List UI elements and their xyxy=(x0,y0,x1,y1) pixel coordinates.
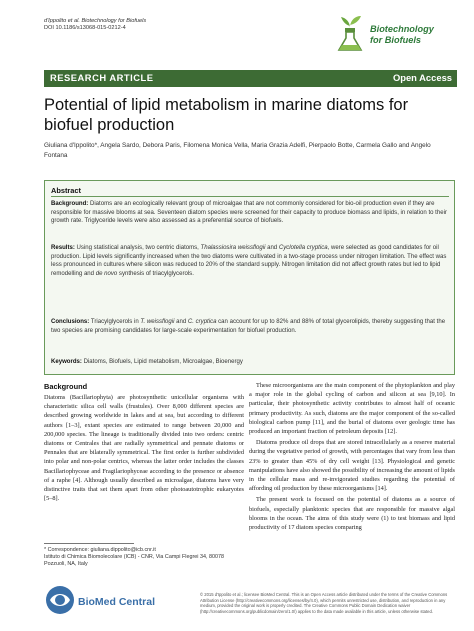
species-name: Cyclotella cryptica xyxy=(278,245,328,251)
abstract-results xyxy=(51,244,449,278)
citation-journal: d'Ippolito et al. Biotechnology for Biofuels xyxy=(44,18,147,24)
abstract-conclusions-text: can account for up to 82% and 88% of total glycerolipids, thereby suggesting that the two species are promising candidates for large-scale experimentation for biofuel production. xyxy=(51,319,446,334)
keywords-text: Diatoms, Biofuels, Lipid metabolism, Microalgae, Bioenergy xyxy=(81,359,243,365)
left-column-text: Diatoms (Bacillariophyta) are photosynthetic unicellular organisms with characteristic silica cell walls (frustules). Over 8,000 different species are described growing worldwide in lakes and at sea, but according to different authors [1–3], extant species are estimated to range between 20,000 and 200,000 species. The lineage is traditionally divided into two orders: centric diatoms or Centrales that are radially symmetrical and pennate diatoms or Pennales that are bilaterally symmetrical. The first order is further subdivided into polar and non-polar centrics, whereas the latter order includes the classes Bacillariophyceae and Fragilariophyceae according to the presence or absence of a raphe [4]. Although usually described as microalgae, diatoms have very distinctive traits that set them apart from other photoautotrophic eukaryotes [5–8]. xyxy=(44,394,244,503)
keywords-label: Keywords: xyxy=(51,359,82,365)
citation xyxy=(44,18,146,32)
italic-term: de novo xyxy=(95,270,118,277)
right-column-paragraph: These microorganisms are the main component of the phytoplankton and play a major role in the global cycling of carbon and silicon at sea [9,10]. In particular, their photosynthetic activity contributes to almost half of oceanic primary productivity. As such, diatoms are the major component of the so-called biological carbon pump [11], and the burial of diatoms over geologic time has produced an important fraction of petroleum deposits [12]. xyxy=(249,382,455,436)
article-title: Potential of lipid metabolism in marine diatoms for biofuel production xyxy=(44,96,409,134)
right-column-paragraph: The present work is focused on the potential of diatoms as a source of biofuels, especially planktonic species that are responsible for massive algal blooms in the ocean. The aims of this study were (1) to test biomass and lipid productivity of 17 diatom species comparing xyxy=(249,496,455,532)
article-type-label: RESEARCH ARTICLE xyxy=(50,72,154,83)
correspondence-footnote xyxy=(44,547,244,569)
abstract-background xyxy=(51,200,449,226)
abstract-heading: Abstract xyxy=(51,186,81,195)
affiliation-line: Pozzuoli, NA, Italy xyxy=(44,561,88,568)
abstract-results-text: and xyxy=(265,245,279,251)
abstract-conclusions-text: and xyxy=(174,319,188,325)
abstract-conclusions-label: Conclusions: xyxy=(51,319,90,325)
abstract-divider xyxy=(51,196,449,197)
open-access-label: Open Access xyxy=(392,72,452,83)
affiliation-line: Istituto di Chimica Biomolecolare (ICB) - CNR, Via Campi Flegrei 34, 80078 xyxy=(44,554,224,561)
abstract-results-text: , were selected as good candidates for oil production. Lipid levels significantly increased when the two diatoms were cultivated in a two-stage process under nitrogen limitation. The effect was less pronounced in cultures where silicon was reduced to 20% of the standard supply. Nitrogen limitation did not affect growth rates but led to lipid remodelling and xyxy=(51,245,447,277)
copyright-notice: © 2015 d'Ippolito et al.; licensee BioMed Central. This is an Open Access article distributed under the terms of the Creative Commons Attribution License (http://creativecommons.org/licenses/by/4.0), which permits unrestricted use, distribution, and reproduction in any medium, provided the original work is properly credited. The Creative Commons Public Domain Dedication waiver (http://creativecommons.org/publicdomain/zero/1.0/) applies to the data made available in this article, unless otherwise stated. xyxy=(200,592,448,615)
plant-flask-icon xyxy=(336,14,364,54)
abstract-background-label: Background: xyxy=(51,201,89,207)
abstract-results-text: Using statistical analysis, two centric diatoms, xyxy=(74,245,201,251)
abstract-results-text: synthesis of triacylglycerols. xyxy=(117,270,194,277)
publisher-name: BioMed Central xyxy=(78,596,156,608)
species-name: Thalassiosira weissflogii xyxy=(200,245,266,251)
abstract-results-label: Results: xyxy=(51,245,75,251)
right-column xyxy=(249,381,455,532)
citation-doi[interactable]: DOI 10.1186/s13068-015-0212-4 xyxy=(44,25,126,31)
background-heading: Background xyxy=(44,382,88,391)
biomed-central-logo-icon xyxy=(44,584,76,616)
journal-name-line2: for Biofuels xyxy=(370,34,422,45)
abstract-background-text: Diatoms are an ecologically relevant group of microalgae that are not commonly considered for bio-oil production even if they are responsible for massive blooms at sea. Seventeen diatom species were screened for their capacity to produce biomass and lipids, in relation to their growth rate. Triglyceride levels were also assessed as a preferential source of biofuels. xyxy=(51,201,447,225)
species-name: C. cryptica xyxy=(187,319,217,325)
footnote-rule xyxy=(44,543,134,544)
abstract-conclusions xyxy=(51,318,449,335)
abstract-conclusions-text: Triacylglycerols in xyxy=(89,319,141,325)
abstract-keywords xyxy=(51,358,449,367)
species-name: T. weissflogii xyxy=(140,319,175,325)
author-list: Giuliana d'Ippolito*, Angela Sardo, Debora Paris, Filomena Monica Vella, Maria Grazia Adelfi, Pierpaolo Botte, Carmela Gallo and Angelo Fontana xyxy=(44,142,431,159)
journal-name-line1: Biotechnology xyxy=(370,24,434,34)
correspondence-email[interactable]: * Correspondence: giuliana.dippolito@icb.cnr.it xyxy=(44,547,156,553)
right-column-paragraph: Diatoms produce oil drops that are stored intracellularly as a reserve material during the vegetative period of growth, with percentages that vary from less than 23% to greater than 45% of dry cell weight [13]. Physiological and genetic manipulations have also showed the possibility of increasing the amount of lipids in the cellular mass and re-invigorated studies regarding the potential of affording oil production by these microorganisms [14]. xyxy=(249,439,455,493)
journal-name[interactable] xyxy=(370,24,434,45)
